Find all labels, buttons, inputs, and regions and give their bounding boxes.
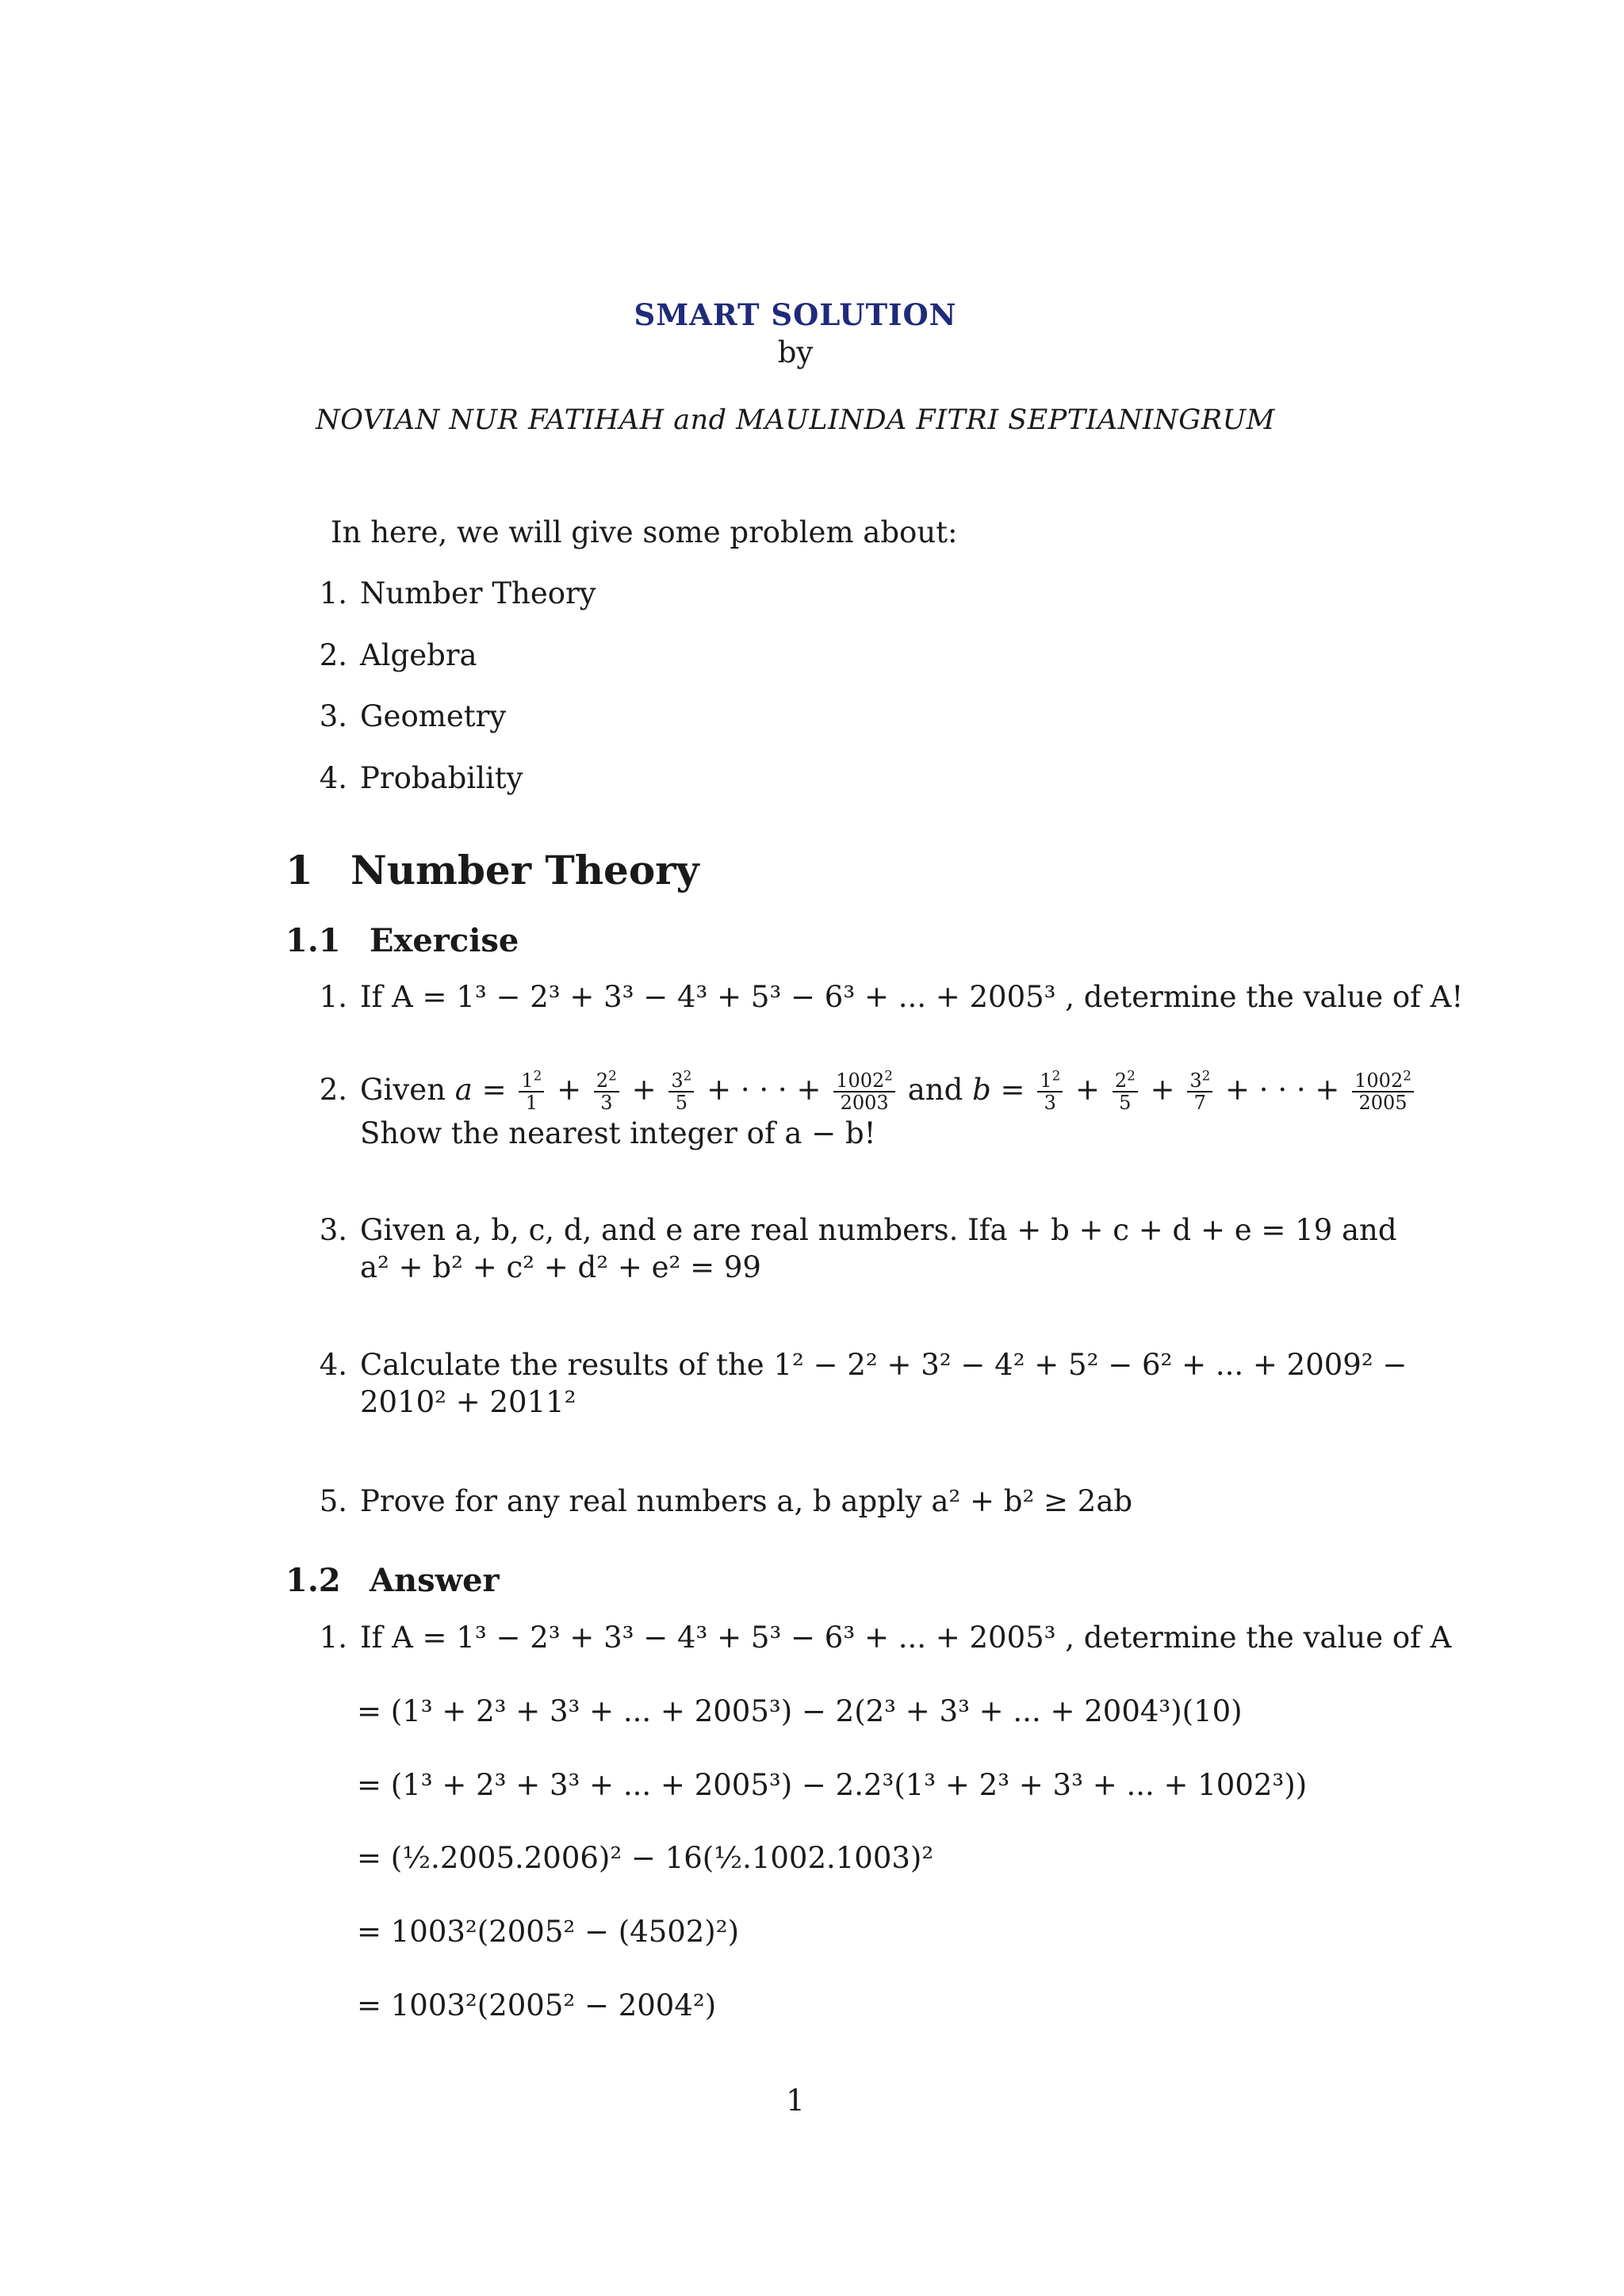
exercise-item: 5. Prove for any real numbers a, b apply a² + b² ≥ 2ab [319, 1484, 1133, 1518]
fraction: $\frac{1002^2}{2003}$ [833, 1070, 895, 1114]
topic-item: 2. Algebra [319, 638, 477, 672]
exercise-item-line: 2010² + 2011² [360, 1385, 576, 1419]
page-number: 1 [786, 2084, 805, 2118]
document-title: SMART SOLUTION [634, 297, 957, 332]
fraction: $\frac{2^2}{3}$ [594, 1070, 619, 1114]
answer-step: = (1³ + 2³ + 3³ + ... + 2005³) − 2(2³ + 3³ + ... + 2004³)(10) [357, 1694, 1243, 1728]
exercise-item: 4. Calculate the results of the 1² − 2² + 3² − 4² + 5² − 6² + ... + 2009² − [319, 1348, 1408, 1382]
exercise-item: 1. If A = 1³ − 2³ + 3³ − 4³ + 5³ − 6³ + ... + 2005³ , determine the value of A! [319, 980, 1464, 1014]
fraction: $\frac{3^2}{5}$ [668, 1070, 694, 1114]
byline: by [777, 335, 814, 369]
exercise-item: 3. Given a, b, c, d, and e are real numbers. Ifa + b + c + d + e = 19 and [319, 1213, 1397, 1247]
topic-item: 4. Probability [319, 761, 523, 795]
exercise-item-line: a² + b² + c² + d² + e² = 99 [360, 1250, 761, 1284]
topic-item: 3. Geometry [319, 699, 507, 733]
subsection-heading-answer: 1.2 Answer [285, 1562, 500, 1599]
authors: NOVIAN NUR FATIHAH and MAULINDA FITRI SEPTIANINGRUM [316, 404, 1275, 436]
fraction: $\frac{3^2}{7}$ [1187, 1070, 1212, 1114]
exercise-item-line: Show the nearest integer of a − b! [360, 1116, 876, 1150]
topic-item: 1. Number Theory [319, 576, 596, 610]
answer-step: = 1003²(2005² − 2004²) [357, 1988, 717, 2022]
subsection-heading-exercise: 1.1 Exercise [285, 922, 519, 959]
fraction: $\frac{1^2}{3}$ [1037, 1070, 1063, 1114]
exercise-item: 2. Given a = $\frac{1^2}{1}$ + $\frac{2^2}{3}$ + $\frac{3^2}{5}$ + · · · + $\frac{1002^2}{2003}$ and b = $\frac{1^2}{3}$ + $\frac{2^2}{5}$ + $\frac{3^2}{7}$ + · · · + $\frac{1002^2}{2005}$ [309, 1070, 1417, 1114]
fraction: $\frac{1^2}{1}$ [519, 1070, 544, 1114]
fraction: $\frac{1002^2}{2005}$ [1352, 1070, 1414, 1114]
fraction: $\frac{2^2}{5}$ [1113, 1070, 1138, 1114]
intro-text: In here, we will give some problem about: [331, 515, 958, 549]
answer-step: = (½.2005.2006)² − 16(½.1002.1003)² [357, 1841, 934, 1875]
answer-step: = (1³ + 2³ + 3³ + ... + 2005³) − 2.2³(1³ + 2³ + 3³ + ... + 1002³)) [357, 1768, 1308, 1802]
answer-item: 1. If A = 1³ − 2³ + 3³ − 4³ + 5³ − 6³ + ... + 2005³ , determine the value of A [319, 1621, 1452, 1655]
section-heading: 1 Number Theory [285, 847, 699, 894]
answer-step: = 1003²(2005² − (4502)²) [357, 1915, 740, 1949]
